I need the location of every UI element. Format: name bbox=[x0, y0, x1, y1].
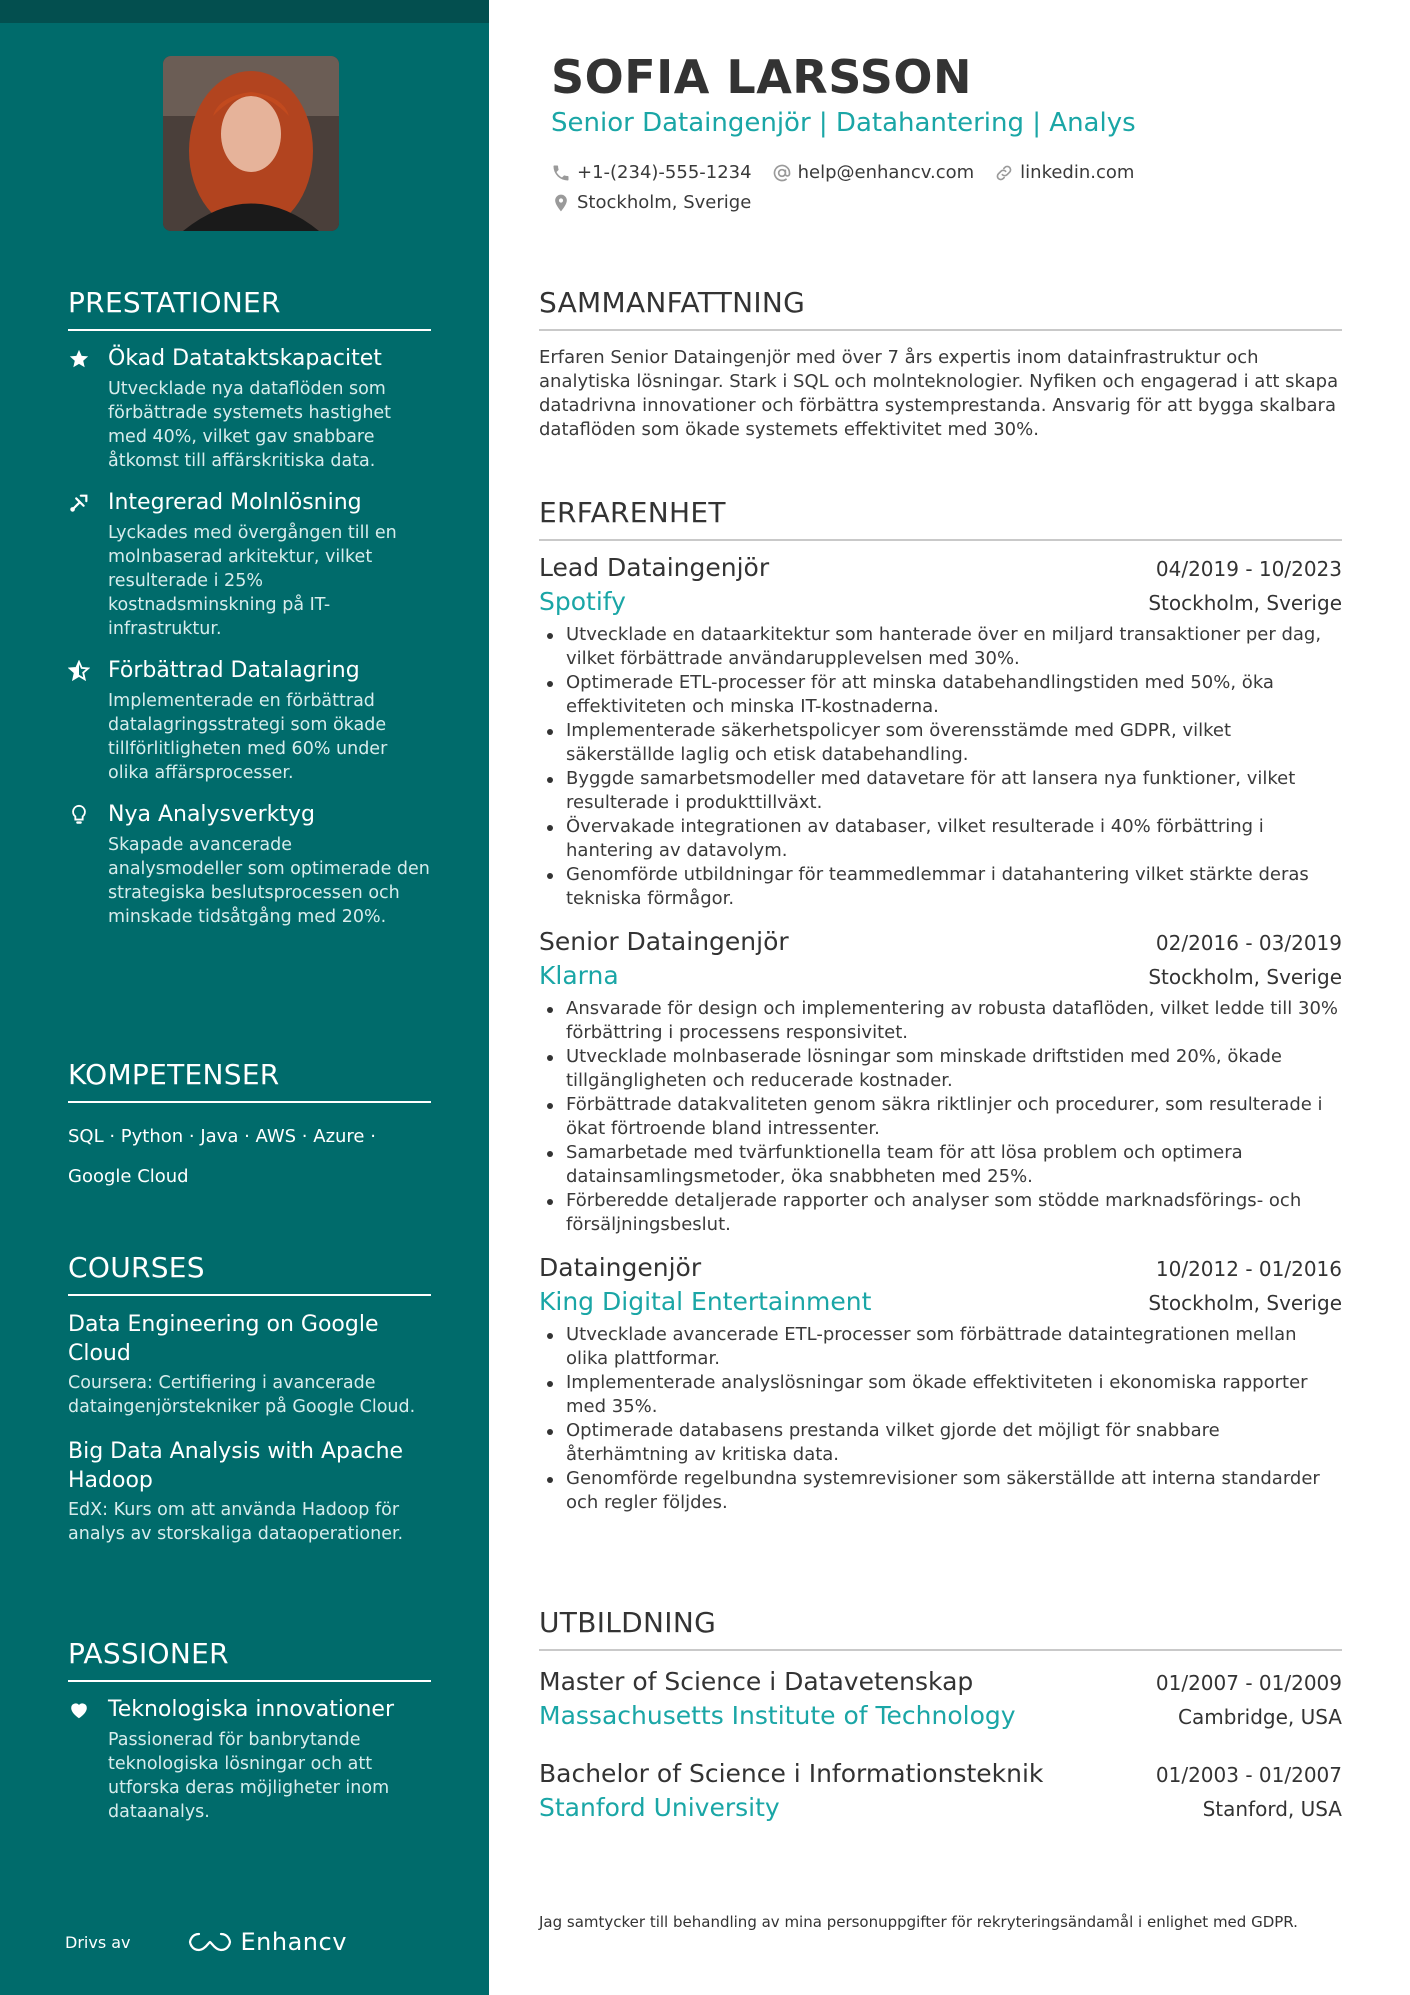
course-desc: EdX: Kurs om att använda Hadoop för analys av storskaliga dataoperationer. bbox=[68, 1500, 404, 1544]
profile-photo-image bbox=[163, 56, 339, 231]
school-location: Cambridge, USA bbox=[1178, 1705, 1342, 1729]
summary-section bbox=[539, 286, 1342, 442]
education-heading: UTBILDNING bbox=[539, 1606, 1342, 1651]
job-location: Stockholm, Sverige bbox=[1148, 1291, 1342, 1315]
achievement-title: Integrerad Molnlösning bbox=[108, 490, 362, 515]
job-bullet: Genomförde utbildningar för teammedlemmar i datahantering vilket stärkte deras tekniska förmågor. bbox=[539, 863, 1342, 911]
skills-list bbox=[68, 1117, 431, 1197]
job-bullets bbox=[539, 1323, 1342, 1515]
achievement-desc: Skapade avancerade analysmodeller som optimerade den strategiska beslutsprocessen och minskade tidsåtgång med 20%. bbox=[108, 835, 430, 927]
passion-desc: Passionerad för banbrytande teknologiska lösningar och att utforska deras möjligheter inom dataanalys. bbox=[108, 1730, 390, 1822]
education-dates: 01/2007 - 01/2009 bbox=[1155, 1671, 1342, 1695]
experience-section bbox=[539, 496, 1342, 1515]
course-desc: Coursera: Certifiering i avancerade dataingenjörstekniker på Google Cloud. bbox=[68, 1373, 416, 1417]
powered-by-label: Drivs av bbox=[65, 1932, 131, 1952]
phone-text: +1-(234)-555-1234 bbox=[577, 162, 752, 183]
job-bullet: Optimerade ETL-processer för att minska databehandlingstiden med 50%, öka effektiviteten och minska IT-kostnaderna. bbox=[539, 671, 1342, 719]
star-half-icon bbox=[68, 660, 90, 682]
degree-title: Bachelor of Science i Informationsteknik bbox=[539, 1759, 1044, 1788]
star-icon bbox=[68, 348, 90, 370]
candidate-headline: Senior Dataingenjör | Datahantering | Analys bbox=[551, 108, 1136, 138]
courses-section bbox=[68, 1251, 431, 1546]
school-location: Stanford, USA bbox=[1202, 1797, 1342, 1821]
phone-contact[interactable] bbox=[551, 162, 752, 183]
experience-heading: ERFARENHET bbox=[539, 496, 1342, 541]
achievement-item bbox=[68, 801, 431, 929]
job-title: Lead Dataingenjör bbox=[539, 553, 770, 582]
summary-text: Erfaren Senior Dataingenjör med över 7 års expertis inom datainfrastruktur och analytiska lösningar. Stark i SQL och molnteknologier. Nyfiken och engagerad i att skapa datadrivna innovationer och förbättra systemprestanda. Ansvarig för att bygga skalbara dataflöden som ökade systemets effektivitet med 30%. bbox=[539, 347, 1339, 440]
job-bullet: Implementerade analyslösningar som ökade effektiviteten i ekonomiska rapporter med 35%. bbox=[539, 1371, 1342, 1419]
achievement-title: Ökad Datataktskapacitet bbox=[108, 346, 382, 371]
achievement-desc: Implementerade en förbättrad datalagringsstrategi som ökade tillförlitligheten med 60% under olika affärsprocesser. bbox=[108, 691, 388, 783]
company-name: Spotify bbox=[539, 587, 626, 616]
job-bullet: Utvecklade en dataarkitektur som hanterade över en miljard transaktioner per dag, vilket förbättrade användarupplevelsen med 30%. bbox=[539, 623, 1342, 671]
job-title: Dataingenjör bbox=[539, 1253, 702, 1282]
job-dates: 02/2016 - 03/2019 bbox=[1155, 931, 1342, 955]
education-entry bbox=[539, 1757, 1342, 1825]
job-bullet: Förberedde detaljerade rapporter och analyser som stödde marknadsförings- och försäljningsbeslut. bbox=[539, 1189, 1342, 1237]
job-location: Stockholm, Sverige bbox=[1148, 965, 1342, 989]
company-name: Klarna bbox=[539, 961, 619, 990]
achievement-desc: Utvecklade nya dataflöden som förbättrade systemets hastighet med 40%, vilket gav snabbare åtkomst till affärskritiska data. bbox=[108, 379, 392, 471]
achievement-item bbox=[68, 657, 431, 785]
brand-name: Enhancv bbox=[240, 1928, 347, 1956]
path-icon bbox=[68, 492, 90, 514]
achievements-heading: PRESTATIONER bbox=[68, 286, 431, 331]
at-icon bbox=[772, 163, 792, 183]
job-bullet: Utvecklade avancerade ETL-processer som förbättrade dataintegrationen mellan olika plattformar. bbox=[539, 1323, 1342, 1371]
skills-line: SQL · Python · Java · AWS · Azure · bbox=[68, 1126, 376, 1147]
skills-section bbox=[68, 1058, 431, 1197]
education-dates: 01/2003 - 01/2007 bbox=[1155, 1763, 1342, 1787]
enhancv-logo-icon bbox=[187, 1931, 233, 1953]
location-contact bbox=[551, 192, 751, 213]
job-bullets bbox=[539, 623, 1342, 911]
achievement-title: Förbättrad Datalagring bbox=[108, 658, 360, 683]
job-bullet: Övervakade integrationen av databaser, vilket resulterade i 40% förbättring i hantering av datavolym. bbox=[539, 815, 1342, 863]
achievements-section bbox=[68, 286, 431, 929]
job-title: Senior Dataingenjör bbox=[539, 927, 789, 956]
course-item bbox=[68, 1310, 431, 1419]
job-bullet: Utvecklade molnbaserade lösningar som minskade driftstiden med 20%, ökade tillgängligheten och reducerade kostnader. bbox=[539, 1045, 1342, 1093]
job-dates: 10/2012 - 01/2016 bbox=[1155, 1257, 1342, 1281]
profile-photo bbox=[163, 56, 339, 231]
achievement-item bbox=[68, 345, 431, 473]
location-pin-icon bbox=[551, 193, 571, 213]
job-bullet: Samarbetade med tvärfunktionella team för att lösa problem och optimera datainsamlingsmetoder, öka snabbheten med 25%. bbox=[539, 1141, 1342, 1189]
phone-icon bbox=[551, 163, 571, 183]
job-bullet: Implementerade säkerhetspolicyer som överensstämde med GDPR, vilket säkerställde laglig och etisk databehandling. bbox=[539, 719, 1342, 767]
school-name: Stanford University bbox=[539, 1793, 780, 1822]
job-dates: 04/2019 - 10/2023 bbox=[1155, 557, 1342, 581]
job-bullet: Genomförde regelbundna systemrevisioner som säkerställde att interna standarder och regler följdes. bbox=[539, 1467, 1342, 1515]
job-bullet: Förbättrade datakvaliteten genom säkra riktlinjer och procedurer, som resulterade i ökat förtroende bland intressenter. bbox=[539, 1093, 1342, 1141]
job-location: Stockholm, Sverige bbox=[1148, 591, 1342, 615]
link-icon bbox=[994, 163, 1014, 183]
summary-heading: SAMMANFATTNING bbox=[539, 286, 1342, 331]
course-title: Data Engineering on Google Cloud bbox=[68, 1312, 379, 1366]
job-bullet: Byggde samarbetsmodeller med datavetare för att lansera nya funktioner, vilket resulterade i produkttillväxt. bbox=[539, 767, 1342, 815]
location-text: Stockholm, Sverige bbox=[577, 192, 752, 213]
passions-section bbox=[68, 1637, 431, 1824]
candidate-name: SOFIA LARSSON bbox=[551, 50, 973, 104]
course-title: Big Data Analysis with Apache Hadoop bbox=[68, 1439, 404, 1493]
courses-heading: COURSES bbox=[68, 1251, 431, 1296]
education-section bbox=[539, 1606, 1342, 1825]
skills-heading: KOMPETENSER bbox=[68, 1058, 431, 1103]
linkedin-text: linkedin.com bbox=[1020, 162, 1135, 183]
sidebar-top-bar bbox=[0, 0, 489, 23]
school-name: Massachusetts Institute of Technology bbox=[539, 1701, 1016, 1730]
heart-icon bbox=[68, 1699, 90, 1721]
company-name: King Digital Entertainment bbox=[539, 1287, 872, 1316]
passion-title: Teknologiska innovationer bbox=[108, 1697, 394, 1722]
passions-heading: PASSIONER bbox=[68, 1637, 431, 1682]
email-contact[interactable] bbox=[772, 162, 975, 183]
achievement-item bbox=[68, 489, 431, 641]
job-entry bbox=[539, 551, 1342, 911]
lightbulb-icon bbox=[68, 804, 90, 826]
enhancv-brand[interactable] bbox=[187, 1928, 347, 1956]
achievement-desc: Lyckades med övergången till en molnbaserad arkitektur, vilket resulterade i 25% kostnadsminskning på IT-infrastruktur. bbox=[108, 523, 397, 639]
sidebar bbox=[0, 0, 489, 1995]
skills-line: Google Cloud bbox=[68, 1166, 189, 1187]
achievement-title: Nya Analysverktyg bbox=[108, 802, 315, 827]
course-item bbox=[68, 1437, 431, 1546]
contact-row bbox=[551, 192, 771, 213]
job-entry bbox=[539, 1251, 1342, 1515]
sidebar-footer bbox=[65, 1928, 347, 1956]
job-bullet: Ansvarade för design och implementering av robusta dataflöden, vilket ledde till 30% förbättring i processens responsivitet. bbox=[539, 997, 1342, 1045]
email-text: help@enhancv.com bbox=[797, 162, 975, 183]
job-bullets bbox=[539, 997, 1342, 1237]
job-entry bbox=[539, 925, 1342, 1237]
job-bullet: Optimerade databasens prestanda vilket gjorde det möjligt för snabbare återhämtning av kritiska data. bbox=[539, 1419, 1342, 1467]
education-entry bbox=[539, 1665, 1342, 1733]
linkedin-contact[interactable] bbox=[994, 162, 1134, 183]
contact-row bbox=[551, 162, 1154, 183]
passion-item bbox=[68, 1696, 431, 1824]
consent-note: Jag samtycker till behandling av mina personuppgifter för rekryteringsändamål i enlighet med GDPR. bbox=[539, 1913, 1298, 1931]
degree-title: Master of Science i Datavetenskap bbox=[539, 1667, 974, 1696]
